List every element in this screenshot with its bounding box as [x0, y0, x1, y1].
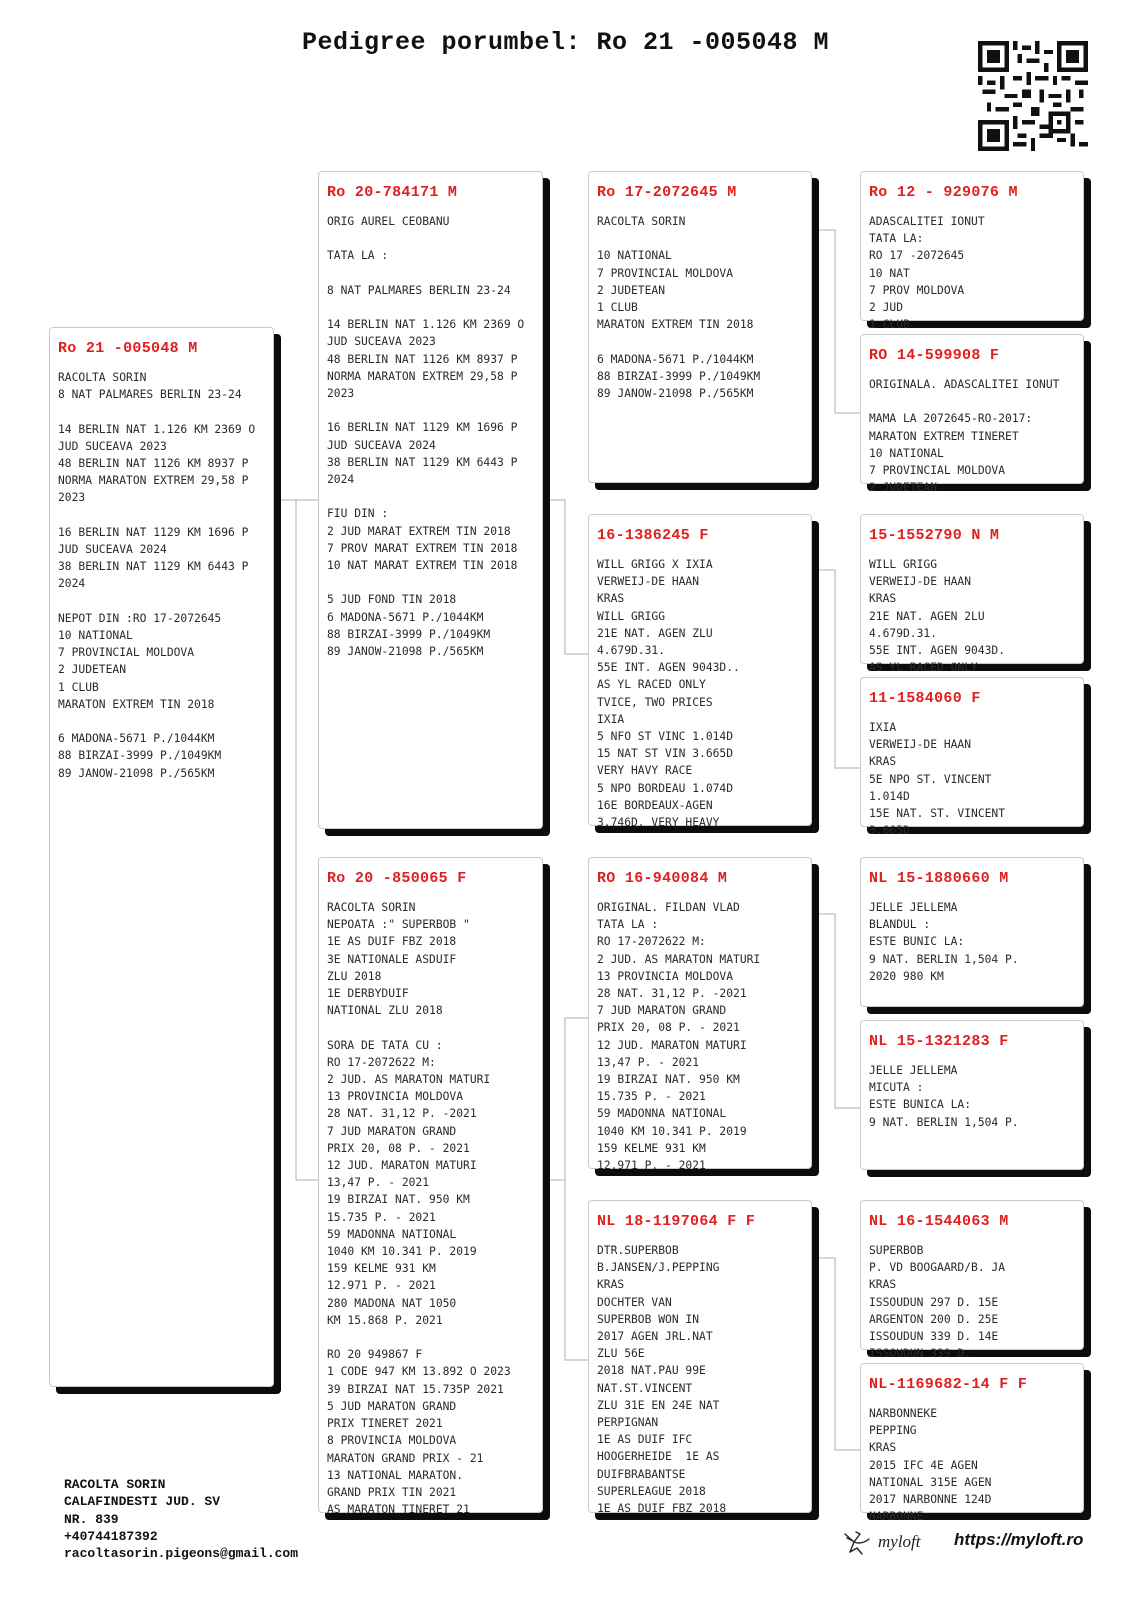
ring-number: NL 18-1197064 F F [597, 1213, 756, 1230]
ring-number: NL 15-1321283 F [869, 1033, 1009, 1050]
owner-contact: RACOLTA SORIN CALAFINDESTI JUD. SV NR. 839 +40744187392 racoltasorin.pigeons@gmail.com [64, 1477, 299, 1562]
pigeon-notes: DTR.SUPERBOB B.JANSEN/J.PEPPING KRAS DOCHTER VAN SUPERBOB WON IN 2017 AGEN JRL.NAT ZLU 56E 2018 NAT.PAU 99E NAT.ST.VINCENT ZLU 31E EN 24E NAT PERPIGNAN 1E AS DUIF IFC HOOGERHEIDE 1E AS DUIFBRABANTSE SUPERLEAGUE 2018 1E AS DUIF FBZ 2018 [597, 1244, 727, 1516]
website-link[interactable]: https://myloft.ro [954, 1530, 1084, 1549]
pigeon-notes: NARBONNEKE PEPPING KRAS 2015 IFC 4E AGEN NATIONAL 315E AGEN 2017 NARBONNE 124D NARBONNE [869, 1407, 992, 1524]
ring-number: NL 16-1544063 M [869, 1213, 1009, 1230]
pigeon-notes: JELLE JELLEMA MICUTA : ESTE BUNICA LA: 9 NAT. BERLIN 1,504 P. [869, 1064, 1019, 1129]
pigeon-notes: JELLE JELLEMA BLANDUL : ESTE BUNIC LA: 9 NAT. BERLIN 1,504 P. 2020 980 KM [869, 901, 1019, 983]
ring-number: NL-1169682-14 F F [869, 1376, 1028, 1393]
sire-dam-card [588, 514, 812, 830]
sire-card [318, 171, 543, 829]
ring-number: NL 15-1880660 M [869, 870, 1009, 887]
sss-card [860, 171, 1084, 332]
pigeon-notes: RACOLTA SORIN 10 NATIONAL 7 PROVINCIAL MOLDOVA 2 JUDETEAN 1 CLUB MARATON EXTREM TIN 2018 6 MADONA-5671 P./1044KM 88 BIRZAI-3999 P./1049KM 89 JANOW-21098 P./565KM [597, 215, 761, 401]
dsd-card [860, 1020, 1084, 1170]
pigeon-notes: IXIA VERWEIJ-DE HAAN KRAS 5E NPO ST. VINCENT 1.014D 15E NAT. ST. VINCENT 3.665D [869, 721, 1006, 838]
pigeon-notes: SUPERBOB P. VD BOOGAARD/B. JA KRAS ISSOUDUN 297 D. 15E ARGENTON 200 D. 25E ISSOUDUN 339 D. 14E ISSOUDUN 339 D. [869, 1244, 1006, 1361]
dam-card [318, 857, 543, 1517]
ring-number: Ro 20 -850065 F [327, 870, 467, 887]
sdd-card [860, 677, 1084, 838]
pigeon-notes: ADASCALITEI IONUT TATA LA: RO 17 -2072645 10 NAT 7 PROV MOLDOVA 2 JUD 1 CLUB [869, 215, 985, 332]
ring-number: Ro 17-2072645 M [597, 184, 737, 201]
ring-number: 15-1552790 N M [869, 527, 1000, 544]
ring-number: Ro 20-784171 M [327, 184, 458, 201]
ring-number: 11-1584060 F [869, 690, 981, 707]
dds-card [860, 1200, 1084, 1361]
brand-name: myloft [878, 1532, 921, 1551]
ring-number: Ro 12 - 929076 M [869, 184, 1018, 201]
ssd-card [860, 334, 1084, 495]
dam-dam-card [588, 1200, 812, 1516]
pigeon-notes: RACOLTA SORIN 8 NAT PALMARES BERLIN 23-24 14 BERLIN NAT 1.126 KM 2369 O JUD SUCEAVA 2023 48 BERLIN NAT 1126 KM 8937 P NORMA MARATON EXTREM 29,58 P 2023 16 BERLIN NAT 1129 KM 1696 P JUD SUCEAVA 2024 38 BERLIN NAT 1129 KM 6443 P 2024 NEPOT DIN :RO 17-2072645 10 NATIONAL 7 PROVINCIAL MOLDOVA 2 JUDETEAN 1 CLUB MARATON EXTREM TIN 2018 6 MADONA-5671 P./1044KM 88 BIRZAI-3999 P./1049KM 89 JANOW-21098 P./565KM [58, 371, 256, 780]
ring-number: 16-1386245 F [597, 527, 709, 544]
ddd-card [860, 1363, 1084, 1524]
pigeon-notes: ORIG AUREL CEOBANU TATA LA : 8 NAT PALMARES BERLIN 23-24 14 BERLIN NAT 1.126 KM 2369 O JUD SUCEAVA 2023 48 BERLIN NAT 1126 KM 8937 P NORMA MARATON EXTREM 29,58 P 2023 16 BERLIN NAT 1129 KM 1696 P JUD SUCEAVA 2024 38 BERLIN NAT 1129 KM 6443 P 2024 FIU DIN : 2 JUD MARAT EXTREM TIN 2018 7 PROV MARAT EXTREM TIN 2018 10 NAT MARAT EXTREM TIN 2018 5 JUD FOND TIN 2018 6 MADONA-5671 P./1044KM 88 BIRZAI-3999 P./1049KM 89 JANOW-21098 P./565KM [327, 215, 525, 659]
page-title: Pedigree porumbel: Ro 21 -005048 M [301, 28, 830, 57]
dss-card [860, 857, 1084, 1007]
sire-sire-card [588, 171, 812, 483]
ring-number: RO 14-599908 F [869, 347, 1000, 364]
sds-card [860, 514, 1084, 675]
pigeon-notes: RACOLTA SORIN NEPOATA :" SUPERBOB " 1E AS DUIF FBZ 2018 3E NATIONALE ASDUIF ZLU 2018 1E DERBYDUIF NATIONAL ZLU 2018 SORA DE TATA CU : RO 17-2072622 M: 2 JUD. AS MARATON MATURI 13 PROVINCIA MOLDOVA 28 NAT. 31,12 P. -2021 7 JUD MARATON GRAND PRIX 20, 08 P. - 2021 12 JUD. MARATON MATURI 13,47 P. - 2021 19 BIRZAI NAT. 950 KM 15.735 P. - 2021 59 MADONNA NATIONAL 1040 KM 10.341 P. 2019 159 KELME 931 KM 12.971 P. - 2021 280 MADONA NAT 1050 KM 15.868 P. 2021 RO 20 949867 F 1 CODE 947 KM 13.892 O 2023 39 BIRZAI NAT 15.735P 2021 5 JUD MARATON GRAND PRIX TINERET 2021 8 PROVINCIA MOLDOVA MARATON GRAND PRIX - 21 13 NATIONAL MARATON. GRAND PRIX TIN 2021 AS MARATON TINERET 21 [327, 901, 511, 1517]
dam-sire-card [588, 857, 812, 1173]
pigeon-notes: ORIGINALA. ADASCALITEI IONUT MAMA LA 2072645-RO-2017: MARATON EXTREM TINERET 10 NATIONAL 7 PROVINCIAL MOLDOVA 2 JUDETEAN [869, 378, 1060, 495]
ring-number: RO 16-940084 M [597, 870, 728, 887]
pigeon-notes: WILL GRIGG VERWEIJ-DE HAAN KRAS 21E NAT. AGEN 2LU 4.679D.31. 55E INT. AGEN 9043D. AS YL RACED ONLY [869, 558, 1006, 675]
subject-pigeon-card [49, 327, 274, 1387]
pigeon-notes: WILL GRIGG X IXIA VERWEIJ-DE HAAN KRAS WILL GRIGG 21E NAT. AGEN ZLU 4.679D.31. 55E INT. AGEN 9043D.. AS YL RACED ONLY TVICE, TWO PRICES IXIA 5 NFO ST VINC 1.014D 15 NAT ST VIN 3.665D VERY HAVY RACE 5 NPO BORDEAU 1.074D 16E BORDEAUX-AGEN 3.746D. VERY HEAVY [597, 558, 740, 830]
myloft-logo[interactable] [842, 1528, 921, 1556]
ring-number: Ro 21 -005048 M [58, 340, 198, 357]
pigeon-notes: ORIGINAL. FILDAN VLAD TATA LA : RO 17-2072622 M: 2 JUD. AS MARATON MATURI 13 PROVINCIA MOLDOVA 28 NAT. 31,12 P. -2021 7 JUD MARATON GRAND PRIX 20, 08 P. - 2021 12 JUD. MARATON MATURI 13,47 P. - 2021 19 BIRZAI NAT. 950 KM 15.735 P. - 2021 59 MADONNA NATIONAL 1040 KM 10.341 P. 2019 159 KELME 931 KM 12.971 P. - 2021 [597, 901, 761, 1173]
myloft-bird-logo-icon [842, 1528, 872, 1556]
